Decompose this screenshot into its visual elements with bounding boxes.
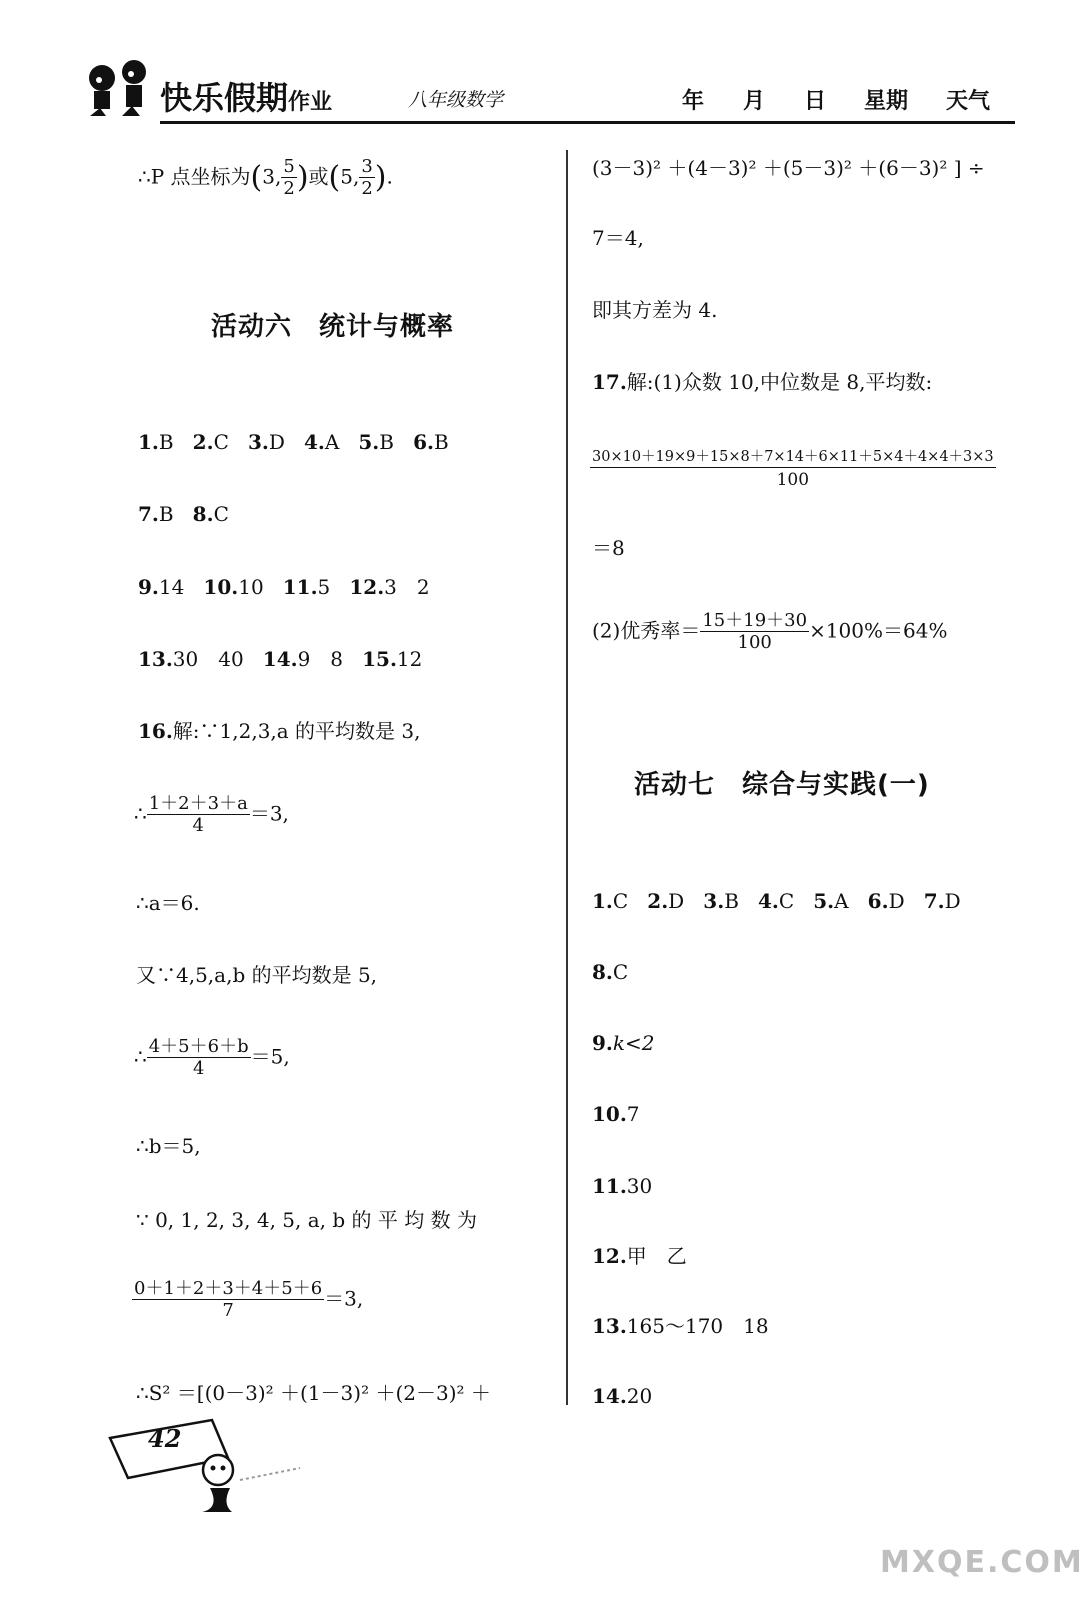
variance-conclusion: 即其方差为 4. (592, 298, 718, 322)
column-divider (566, 150, 568, 1405)
answer-13: 13.165～170 18 (592, 1314, 769, 1338)
p-coordinate-line: ∴P 点坐标为(3, $\frac{5}{2}$ )或(5, $\frac{3}{2}$ ). (138, 156, 393, 199)
q16-since-mean: ∵ 0, 1, 2, 3, 4, 5, a, b 的 平 均 数 为 (136, 1208, 477, 1232)
answer-row-1-7: 1.C 2.D 3.B 4.C 5.A 6.D 7.D (592, 889, 961, 913)
section-title-activity-6: 活动六 统计与概率 (211, 312, 455, 342)
variance-continued-2: 7＝4, (592, 226, 644, 250)
q16-equation-1: ∴ $\frac{1+2+3+a}{4}$ ＝3, (134, 793, 289, 836)
answer-row-1-6: 1.B 2.C 3.D 4.A 5.B 6.B (138, 430, 449, 454)
answer-row-7-8: 7.B 8.C (138, 502, 229, 526)
watermark: MXQE.COM (880, 1545, 1084, 1580)
section-title-activity-7: 活动七 综合与实践(一) (634, 770, 930, 800)
date-field-weekday: 星期 (864, 89, 909, 114)
page-badge-icon (100, 1408, 310, 1518)
subject-label: 八年级数学 (408, 89, 504, 111)
answer-8: 8.C (592, 960, 629, 984)
page-number: 42 (148, 1424, 182, 1453)
answer-9: 9.k<2 (592, 1031, 655, 1055)
q16-a-value: ∴a＝6. (136, 891, 200, 915)
q16-equation-3: $\frac{0+1+2+3+4+5+6}{7}$ ＝3, (134, 1278, 364, 1321)
answer-12: 12.甲 乙 (592, 1244, 687, 1268)
q16-intro: 16.解:∵1,2,3,a 的平均数是 3, (138, 719, 421, 743)
date-field-weather: 天气 (946, 89, 991, 114)
answer-14: 14.20 (592, 1384, 653, 1408)
answer-row-9-12: 9.14 10.10 11.5 12.3 2 (138, 575, 430, 599)
q16-equation-2: ∴ $\frac{4+5+6+b}{4}$ ＝5, (134, 1036, 290, 1079)
q16-variance: ∴S² ＝[(0－3)² ＋(1－3)² ＋(2－3)² ＋ (136, 1381, 491, 1405)
answer-10: 10.7 (592, 1102, 640, 1126)
date-field-day: 日 (804, 89, 827, 114)
q17-mean-fraction: $\frac{30\times 10+19\times 9+15\times 8+7\times 14+6\times 11+5\times 4+4\times 4+3\times 3}{100}$ (590, 445, 996, 490)
header-rule (160, 121, 1015, 124)
brand-title: 快乐假期作业 (160, 79, 333, 117)
date-field-month: 月 (743, 89, 766, 114)
q17-intro: 17.解:(1)众数 10,中位数是 8,平均数: (592, 370, 933, 394)
mascot-icon (82, 58, 160, 120)
q16-again: 又∵4,5,a,b 的平均数是 5, (136, 963, 378, 987)
q17-mean-result: ＝8 (592, 536, 625, 560)
answer-11: 11.30 (592, 1174, 653, 1198)
answer-row-13-15: 13.30 40 14.9 8 15.12 (138, 647, 423, 671)
q16-b-value: ∴b＝5, (136, 1134, 201, 1158)
q17-excellence-rate: (2)优秀率＝ $\frac{15+19+30}{100}$ ×100%＝64% (592, 610, 948, 653)
variance-continued-1: (3－3)² ＋(4－3)² ＋(5－3)² ＋(6－3)² ] ÷ (592, 156, 985, 180)
date-field-year: 年 (682, 89, 705, 114)
